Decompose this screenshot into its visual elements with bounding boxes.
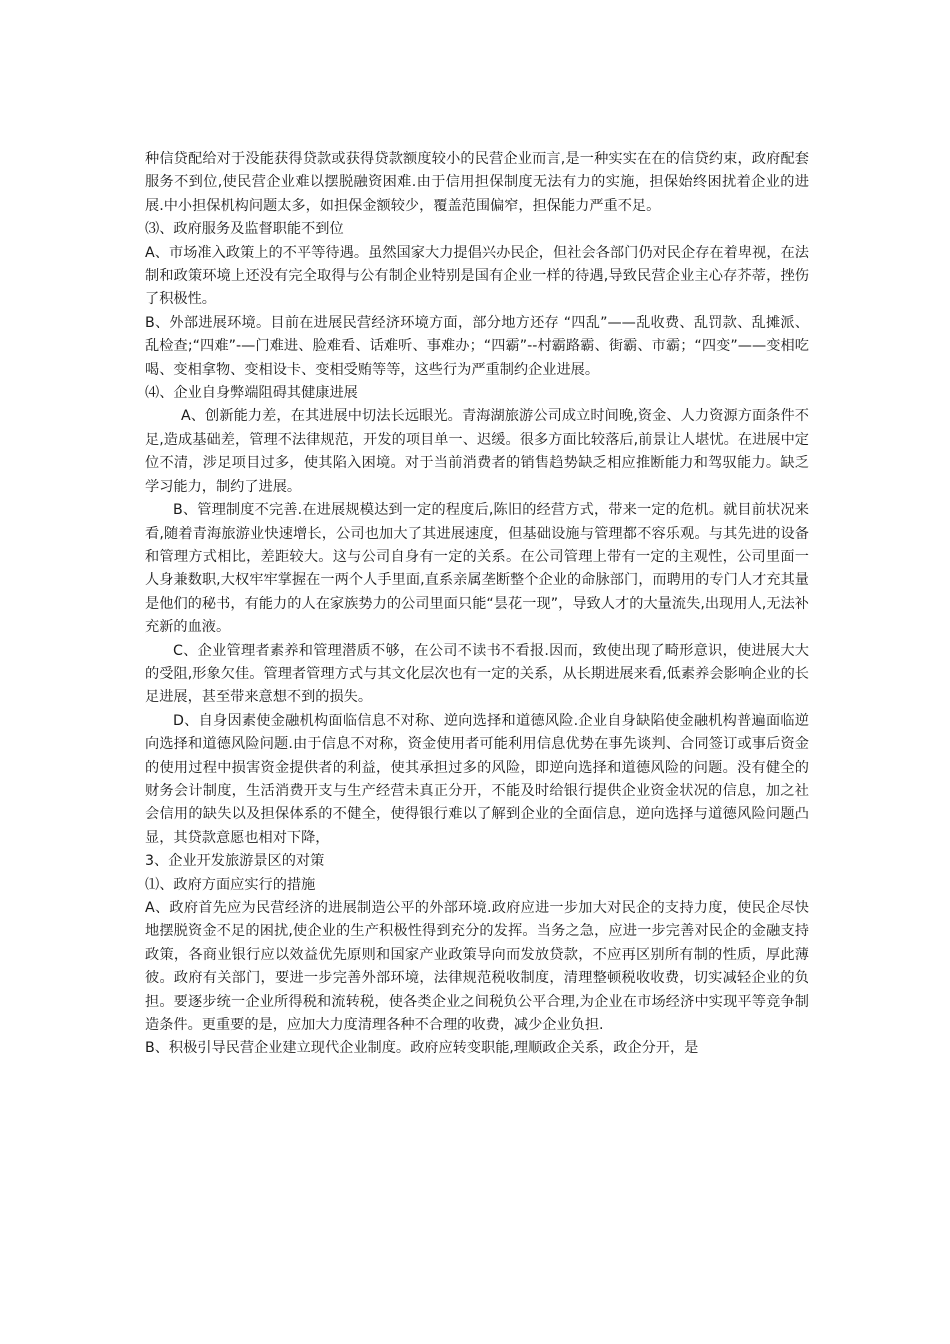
document-body <box>145 148 809 1061</box>
paragraph-market-access: A、市场准入政策上的不平等待遇。虽然国家大力提倡兴办民企，但社会各部门仍对民企存在着卑视，在法制和政策环境上还没有完全取得与公有制企业特别是国有企业一样的待遇,导致民营企业主心存芥蒂，挫伤了积极性。 <box>145 244 809 308</box>
heading-countermeasures: 3、企业开发旅游景区的对策 <box>145 853 325 870</box>
paragraph-information-asymmetry: D、自身因素使金融机构面临信息不对称、逆向选择和道德风险.企业自身缺陷使金融机构普遍面临逆向选择和道德风险问题.由于信息不对称，资金使用者可能利用信息优势在事先谈判、合同签订或事后资金的使用过程中损害资金提供者的利益，使其承担过多的风险，即逆向选择和道德风险的问题。没有健全的财务会计制度，生活消费开支与生产经营未真正分开，不能及时给银行提供企业资金状况的信息，加之社会信用的缺失以及担保体系的不健全，使得银行难以了解到企业的全面信息，逆向选择与道德风险问题凸显，其贷款意愿也相对下降， <box>145 712 809 846</box>
heading-government-service: ⑶、政府服务及监督职能不到位 <box>145 221 344 238</box>
paragraph-fair-environment: A、政府首先应为民营经济的进展制造公平的外部环境.政府应进一步加大对民企的支持力度，使民企尽快地摆脱资金不足的困扰,使企业的生产积极性得到充分的发挥。当务之急，应进一步完善对民企的金融支持政策，各商业银行应以效益优先原则和国家产业政策导向而发放贷款，不应再区别所有制的性质，厚此薄彼。政府有关部门，要进一步完善外部环境，法律规范税收制度，清理整顿税收收费，切实减轻企业的负担。要逐步统一企业所得税和流转税，使各类企业之间税负公平合理,为企业在市场经济中实现平等竞争制造条件。更重要的是，应加大力度清理各种不合理的收费，减少企业负担. <box>145 900 809 1034</box>
paragraph-management-system: B、管理制度不完善.在进展规模达到一定的程度后,陈旧的经营方式，带来一定的危机。就目前状况来看,随着青海旅游业快速增长，公司也加大了其进展速度，但基础设施与管理都不容乐观。与其先进的设备和管理方式相比，差距较大。这与公司自身有一定的关系。在公司管理上带有一定的主观性，公司里面一人身兼数职,大权牢牢掌握在一两个人手里面,直系亲属垄断整个企业的命脉部门，而聘用的专门人才充其量是他们的秘书，有能力的人在家族势力的公司里面只能“昙花一现”，导致人才的大量流失,出现用人,无法补充新的血液。 <box>145 502 809 636</box>
paragraph-innovation: A、创新能力差，在其进展中切法长远眼光。青海湖旅游公司成立时间晚,资金、人力资源方面条件不足,造成基础差，管理不法律规范，开发的项目单一、迟缓。很多方面比较落后,前景让人堪忧。在进展中定位不清，涉足项目过多，使其陷入困境。对于当前消费者的销售趋势缺乏相应推断能力和驾驭能力。缺乏学习能力，制约了进展。 <box>145 408 809 495</box>
paragraph-modern-enterprise: B、积极引导民营企业建立现代企业制度。政府应转变职能,理顺政企关系，政企分开，是 <box>145 1040 699 1057</box>
heading-government-measures: ⑴、政府方面应实行的措施 <box>145 876 316 893</box>
paragraph-external-environment: B、外部进展环境。目前在进展民营经济环境方面，部分地方还存 “四乱”——乱收费、乱罚款、乱摊派、乱检查;“四难”-—门难进、脸难看、话难听、事难办；“四霸”--村霸路霸、街霸、市霸；“四变”——变相吃喝、变相拿物、变相设卡、变相受贿等等，这些行为严重制约企业进展。 <box>145 314 809 378</box>
paragraph-credit-constraint: 种信贷配给对于没能获得贷款或获得贷款额度较小的民营企业而言,是一种实实在在的信贷约束，政府配套服务不到位,使民营企业难以摆脱融资困难.由于信用担保制度无法有力的实施，担保始终困扰着企业的进展.中小担保机构问题太多，如担保金额较少，覆盖范围偏窄，担保能力严重不足。 <box>145 151 809 214</box>
paragraph-manager-quality: C、企业管理者素养和管理潜质不够，在公司不读书不看报.因而，致使出现了畸形意识，使进展大大的受阻,形象欠佳。管理者管理方式与其文化层次也有一定的关系，从长期进展来看,低素养会影响企业的长足进展，甚至带来意想不到的损失。 <box>145 642 809 706</box>
heading-enterprise-drawbacks: ⑷、企业自身弊端阻碍其健康进展 <box>145 385 358 402</box>
